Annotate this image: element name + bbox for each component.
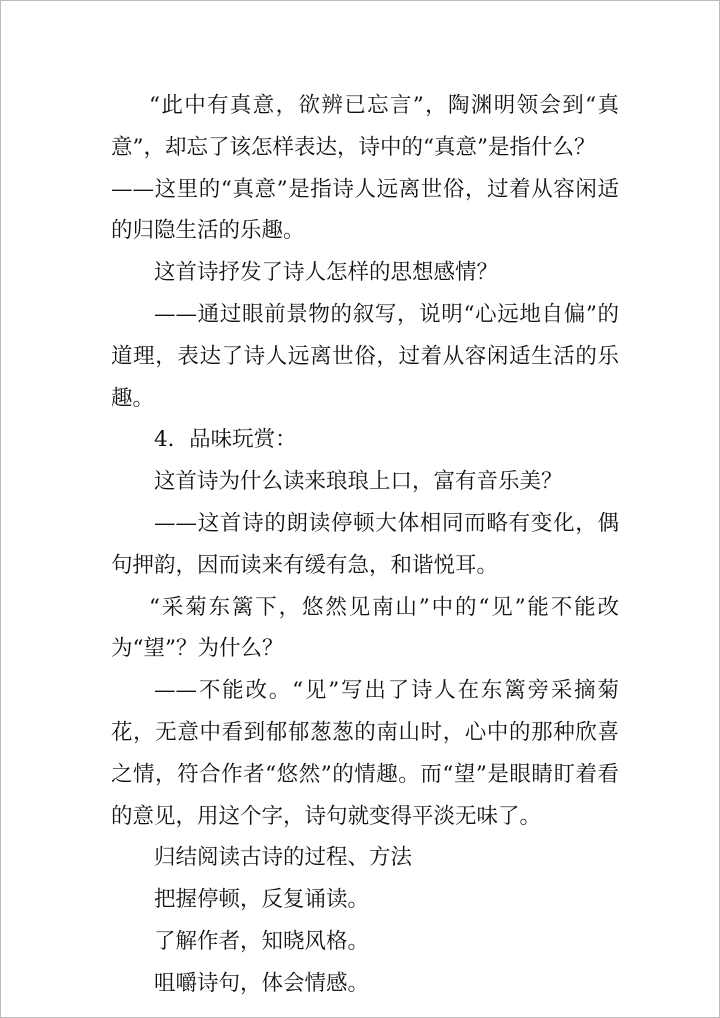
paragraph-answer-true-meaning: ——这里的“真意”是指诗人远离世俗，过着从容闲适的归隐生活的乐趣。 <box>111 176 619 244</box>
paragraph-question-true-meaning: “此中有真意，欲辨已忘言”，陶渊明领会到“真意”，却忘了该怎样表达，诗中的“真意”是指什么？ <box>111 93 619 160</box>
paragraph-summary-heading: 归结阅读古诗的过程、方法 <box>154 845 413 871</box>
paragraph-answer-jian-wang: ——不能改。“见”写出了诗人在东篱旁采摘菊花，无意中看到郁郁葱葱的南山时，心中的那种欣喜之情，符合作者“悠然”的情趣。而“望”是眼睛盯着看的意见，用这个字，诗句就变得平淡无味了。 <box>111 678 619 829</box>
list-item-pause: 把握停顿，反复诵读。 <box>154 887 370 913</box>
list-item-author: 了解作者，知晓风格。 <box>154 928 370 954</box>
paragraph-answer-music: ——这首诗的朗读停顿大体相同而略有变化，偶句押韵，因而读来有缓有急，和谐悦耳。 <box>111 510 619 578</box>
paragraph-question-jian-wang: “采菊东篱下，悠然见南山”中的“见”能不能改为“望”？为什么？ <box>111 594 619 662</box>
paragraph-answer-emotion: ——通过眼前景物的叙写，说明“心远地自偏”的道理，表达了诗人远离世俗，过着从容闲适生活的乐趣。 <box>111 301 619 411</box>
document-body <box>111 85 619 1005</box>
paragraph-question-music: 这首诗为什么读来琅琅上口，富有音乐美？ <box>154 469 563 495</box>
paragraph-question-emotion: 这首诗抒发了诗人怎样的思想感情？ <box>154 260 499 286</box>
section-heading-appreciation: 4．品味玩赏： <box>154 427 297 453</box>
list-item-emotion: 咀嚼诗句，体会情感。 <box>154 970 370 996</box>
